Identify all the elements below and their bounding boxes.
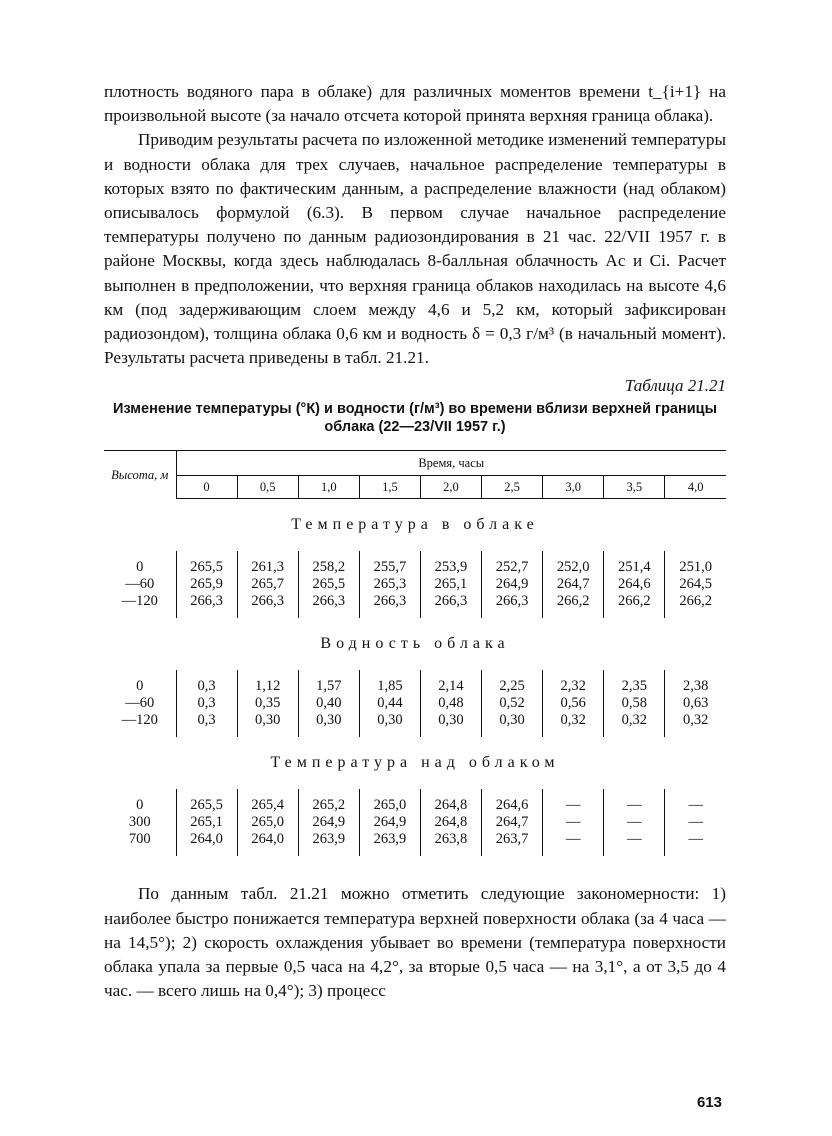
main-text: Приводим результаты расчета по изложенной методике изменений температуры и водности облака для трех случаев, начальное распределение температуры в которых взято по фактическим данным, а распределение влажности (над облаком) описывалось формулой (6.3). В первом случае начальное распределение температуры получено по данным радиозондирования в 21 час. 22/VII 1957 г. в районе Москвы, когда здесь наблюдалась 8-балльная облачность Ac и Ci. Расчет выполнен в предположении, что верхняя граница облаков находилась на высоте 4,6 км (под задерживающим слоем между 4,6 и 5,2 км, который зафиксирован радиозондом), толщина облака 0,6 км и водность δ = 0,3 г/м³ (в начальный момент). Результаты расчета приведены в табл. 21.21.: [104, 130, 726, 368]
section-title: Температура в облаке: [291, 516, 539, 534]
height-column-header: Высота, м: [104, 451, 176, 499]
value-cell: 266,3: [237, 593, 298, 610]
height-cell: —60: [104, 695, 176, 712]
time-header-cell: 4,0: [665, 476, 726, 499]
value-cell: —: [665, 797, 726, 814]
value-cell: 2,25: [482, 678, 543, 695]
value-cell: 266,2: [665, 593, 726, 610]
value-cell: 263,8: [420, 831, 481, 848]
value-cell: 265,1: [420, 576, 481, 593]
value-cell: —: [604, 831, 665, 848]
time-header-cell: 0: [176, 476, 237, 499]
height-cell: —120: [104, 712, 176, 729]
value-cell: 264,6: [604, 576, 665, 593]
value-cell: 266,2: [543, 593, 604, 610]
intro-paragraph: [104, 80, 726, 128]
value-cell: 0,3: [197, 678, 216, 695]
value-cell: 0,35: [237, 695, 298, 712]
value-cell: 263,9: [359, 831, 420, 848]
time-header-cell: 2,5: [482, 476, 543, 499]
value-cell: 0,3: [197, 712, 216, 729]
table-row: [104, 576, 726, 593]
value-cell: 261,3: [237, 559, 298, 576]
value-cell: 0,32: [543, 712, 604, 729]
value-cell: —: [604, 797, 665, 814]
section-title: Водность облака: [320, 635, 510, 653]
value-cell: 2,38: [665, 678, 726, 695]
value-cell: 265,4: [237, 797, 298, 814]
table-caption: Таблица 21.21: [624, 376, 726, 396]
value-cell: 265,5: [298, 576, 359, 593]
value-cell: 264,0: [190, 831, 223, 848]
value-cell: 264,0: [237, 831, 298, 848]
intro-text: плотность водяного пара в облаке) для различных моментов времени t_{i+1} на произвольной высоте (за начало отсчета которой принята верхняя граница облака).: [104, 82, 726, 126]
data-table-body: [104, 451, 726, 857]
value-cell: 266,3: [359, 593, 420, 610]
value-cell: 0,52: [482, 695, 543, 712]
value-cell: 264,9: [298, 814, 359, 831]
time-header-cell: 1,0: [298, 476, 359, 499]
value-cell: 264,9: [482, 576, 543, 593]
value-cell: 255,7: [359, 559, 420, 576]
height-cell: 0: [104, 678, 176, 695]
table-title: Изменение температуры (°К) и водности (г/м³) во времени вблизи верхней границы облака (22—23/VII 1957 г.): [113, 401, 717, 436]
value-cell: —: [665, 831, 726, 848]
value-cell: 263,9: [298, 831, 359, 848]
value-cell: 253,9: [420, 559, 481, 576]
value-cell: 265,5: [190, 797, 223, 814]
value-cell: 266,3: [420, 593, 481, 610]
value-cell: 0,56: [543, 695, 604, 712]
value-cell: 0,58: [604, 695, 665, 712]
value-cell: 0,40: [298, 695, 359, 712]
value-cell: 0,30: [420, 712, 481, 729]
value-cell: —: [543, 831, 604, 848]
table-row: [104, 814, 726, 831]
height-cell: 0: [104, 797, 176, 814]
value-cell: 2,35: [604, 678, 665, 695]
table-row: [104, 559, 726, 576]
value-cell: 0,63: [665, 695, 726, 712]
value-cell: —: [665, 814, 726, 831]
time-header-cell: 0,5: [237, 476, 298, 499]
value-cell: 258,2: [298, 559, 359, 576]
value-cell: 0,30: [237, 712, 298, 729]
value-cell: —: [543, 814, 604, 831]
value-cell: 0,30: [482, 712, 543, 729]
height-cell: 0: [104, 559, 176, 576]
value-cell: 251,4: [604, 559, 665, 576]
page-number: 613: [696, 1094, 722, 1111]
value-cell: 265,7: [237, 576, 298, 593]
value-cell: 265,2: [298, 797, 359, 814]
value-cell: 0,30: [359, 712, 420, 729]
table-row: [104, 712, 726, 729]
value-cell: 265,5: [190, 559, 223, 576]
section-title: Температура над облаком: [270, 754, 560, 772]
value-cell: 263,7: [482, 831, 543, 848]
value-cell: 265,9: [190, 576, 223, 593]
height-cell: —120: [104, 593, 176, 610]
value-cell: 1,57: [298, 678, 359, 695]
height-cell: 700: [104, 831, 176, 848]
value-cell: 266,3: [482, 593, 543, 610]
table-row: [104, 695, 726, 712]
table-row: [104, 593, 726, 610]
data-table: [104, 450, 726, 856]
value-cell: 264,8: [420, 814, 481, 831]
value-cell: 266,2: [604, 593, 665, 610]
page: [104, 80, 726, 1003]
value-cell: 2,32: [543, 678, 604, 695]
value-cell: 265,1: [190, 814, 223, 831]
time-header-cell: 2,0: [420, 476, 481, 499]
value-cell: 251,0: [665, 559, 726, 576]
value-cell: 264,5: [665, 576, 726, 593]
value-cell: 0,3: [197, 695, 216, 712]
value-cell: 264,8: [420, 797, 481, 814]
value-cell: 264,6: [482, 797, 543, 814]
value-cell: 264,9: [359, 814, 420, 831]
value-cell: 252,0: [543, 559, 604, 576]
value-cell: 0,32: [665, 712, 726, 729]
value-cell: 0,44: [359, 695, 420, 712]
time-header-cell: 1,5: [359, 476, 420, 499]
closing-paragraph: [104, 882, 726, 1003]
table-row: [104, 797, 726, 814]
table-row: [104, 831, 726, 848]
value-cell: 264,7: [543, 576, 604, 593]
value-cell: 264,7: [482, 814, 543, 831]
value-cell: 1,85: [359, 678, 420, 695]
value-cell: 0,32: [604, 712, 665, 729]
time-header-cell: 3,5: [604, 476, 665, 499]
value-cell: 1,12: [237, 678, 298, 695]
value-cell: 265,3: [359, 576, 420, 593]
height-cell: 300: [104, 814, 176, 831]
main-paragraph: [104, 128, 726, 370]
value-cell: 252,7: [482, 559, 543, 576]
value-cell: 2,14: [420, 678, 481, 695]
value-cell: 266,3: [298, 593, 359, 610]
value-cell: 265,0: [237, 814, 298, 831]
value-cell: 0,30: [298, 712, 359, 729]
time-column-header: Время, часы: [176, 451, 726, 476]
value-cell: —: [604, 814, 665, 831]
time-header-cell: 3,0: [543, 476, 604, 499]
closing-text: По данным табл. 21.21 можно отметить следующие закономерности: 1) наиболее быстро понижается температура верхней поверхности облака (за 4 часа — на 14,5°); 2) скорость охлаждения убывает во времени (температура поверхности облака упала за первые 0,5 часа на 4,2°, за вторые 0,5 часа — на 3,1°, а от 3,5 до 4 час. — всего лишь на 0,4°); 3) процесс: [104, 884, 726, 1001]
table-row: [104, 678, 726, 695]
value-cell: —: [543, 797, 604, 814]
value-cell: 265,0: [359, 797, 420, 814]
value-cell: 266,3: [190, 593, 223, 610]
value-cell: 0,48: [420, 695, 481, 712]
height-cell: —60: [104, 576, 176, 593]
